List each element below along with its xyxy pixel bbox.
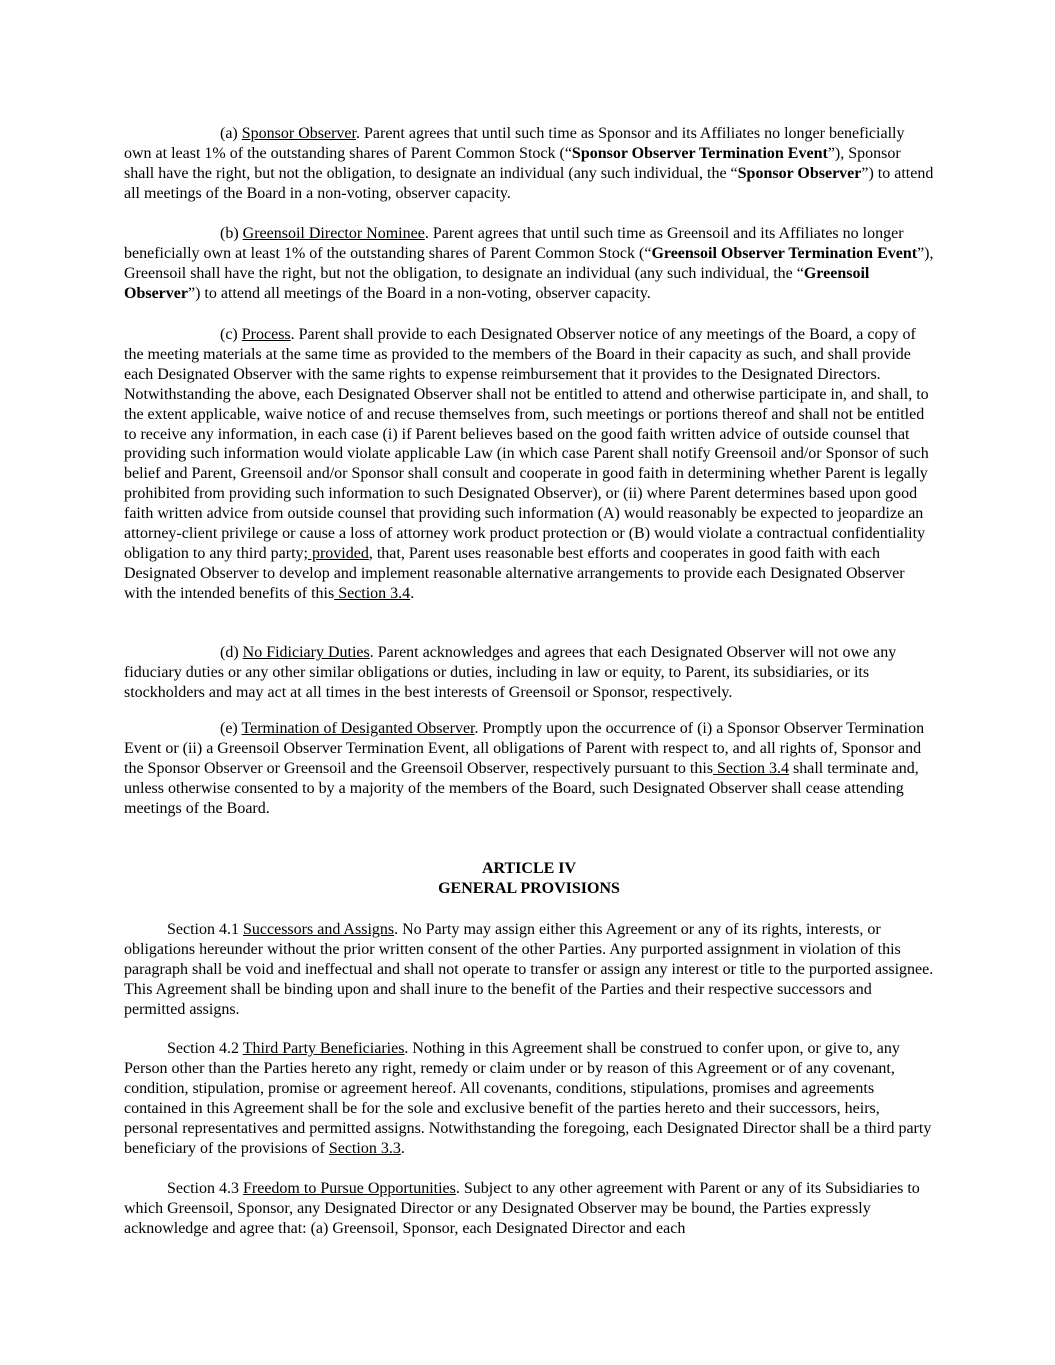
- paragraph-text: , that, Parent uses reasonable best efforts and cooperates in good faith with each Designated Observer to develop and implement reasonable alternative arrangements to provide each Designated Observer with the intended benefits of this: [124, 544, 905, 602]
- paragraph-text: . Promptly upon the occurrence of (i) a Sponsor Observer Termination Event or (ii) a Greensoil Observer Termination Event, all obligations of Parent with respect to, and all rights of, Sponsor and the Sponsor Observer or Greensoil and the Greensoil Observer, respectively pursuant to this: [124, 720, 925, 777]
- paragraph-text: . Parent acknowledges and agrees that each Designated Observer will not owe any fiduciary duties or any other similar obligations or duties, including in law or equity, to Parent, its subsidiaries, or its stockholders and may act at all times in the best interests of Greensoil or Sponsor, respectively.: [124, 644, 897, 701]
- paragraph-text: ”) to attend all meetings of the Board in a non-voting, observer capacity.: [187, 284, 651, 302]
- section-label: Section 4.3: [167, 1180, 243, 1197]
- heading-successors-and-assigns: Successors and Assigns: [243, 921, 395, 938]
- paragraph-text: ”), Sponsor shall have the right, but not the obligation, to designate an individual (any such individual, the “: [124, 144, 901, 182]
- defined-term: Greensoil Observer Termination Event: [651, 244, 918, 262]
- paragraph-termination-of-observer: [124, 719, 934, 819]
- defined-term: Greensoil Observer: [124, 264, 870, 302]
- heading-no-fiduciary-duties: No Fidiciary Duties: [242, 644, 370, 661]
- paragraph-sponsor-observer: [124, 124, 934, 204]
- paragraph-successors-and-assigns: [124, 920, 934, 1020]
- subsection-label: (a): [220, 125, 242, 142]
- subsection-label: (c): [220, 326, 242, 343]
- section-reference: Section 3.4: [712, 759, 789, 777]
- paragraph-text: ”) to attend all meetings of the Board in a non-voting, observer capacity.: [124, 164, 934, 202]
- paragraph-text: . Parent shall provide to each Designated Observer notice of any meetings of the Board, a copy of the meeting materials at the same time as provided to the members of the Board in their capacity as such, and shall provide each Designated Observer with the same rights to expense reimbursement that it provides to the Designated Directors. Notwithstanding the above, each Designated Observer shall not be entitled to attend and otherwise participate in, and shall, to the extent applicable, waive notice of and recuse themselves from, such meetings or portions thereof and shall not be entitled to receive any information, in each case (i) if Parent believes based on the good faith written advice of outside counsel that providing such information would violate applicable Law (in which case Parent shall notify Greensoil and/or Sponsor of such belief and Parent, Greensoil and/or Sponsor shall consult and cooperate in good faith in determining whether Parent is legally prohibited from providing such information to such Designated Observer), or (ii) where Parent determines based upon good faith written advice from outside counsel that providing such information (A) would reasonably be expected to jeopardize an attorney-client privilege or cause a loss of attorney work product protection or (B) would violate a contractual confidentiality obligation to any third party;: [124, 326, 929, 562]
- subsection-label: (d): [220, 644, 243, 661]
- heading-freedom-to-pursue: Freedom to Pursue Opportunities: [243, 1180, 456, 1197]
- provided-term: provided: [307, 544, 369, 562]
- heading-sponsor-observer: Sponsor Observer: [241, 125, 356, 142]
- paragraph-text: . No Party may assign either this Agreement or any of its rights, interests, or obligations hereunder without the prior written consent of the other Parties. Any purported assignment in violation of this paragraph shall be void and ineffectual and shall not operate to transfer or assign any interest or title to the purported assignee. This Agreement shall be binding upon and shall inure to the benefit of the Parties and their respective successors and permitted assigns.: [124, 921, 934, 1018]
- heading-third-party-beneficiaries: Third Party Beneficiaries: [242, 1040, 405, 1057]
- article-title: GENERAL PROVISIONS: [438, 880, 620, 897]
- paragraph-text: . Parent agrees that until such time as Sponsor and its Affiliates no longer beneficially own at least 1% of the outstanding shares of Parent Common Stock (“: [124, 125, 905, 162]
- section-reference: Section 3.4: [334, 584, 411, 602]
- subsection-label: (e): [220, 720, 242, 737]
- paragraph-freedom-to-pursue: [124, 1179, 934, 1239]
- defined-term: Sponsor Observer: [737, 164, 862, 182]
- paragraph-text: . Parent agrees that until such time as Greensoil and its Affiliates no longer beneficially own at least 1% of the outstanding shares of Parent Common Stock (“: [124, 225, 904, 262]
- paragraph-text: .: [410, 584, 415, 602]
- section-label: Section 4.1: [167, 921, 243, 938]
- defined-term: Sponsor Observer Termination Event: [571, 144, 828, 162]
- subsection-label: (b): [220, 225, 243, 242]
- paragraph-text: . Nothing in this Agreement shall be construed to confer upon, or give to, any Person other than the Parties hereto any right, remedy or claim under or by reason of this Agreement or of any covenant, condition, stipulation, promise or agreement hereof. All covenants, conditions, stipulations, promises and agreements contained in this Agreement shall be for the sole and exclusive benefit of the parties hereto and their successors, heirs, personal representatives and permitted assigns. Notwithstanding the foregoing, each Designated Director shall be a third party beneficiary of the provisions of: [124, 1040, 932, 1157]
- paragraph-process: [124, 325, 934, 604]
- paragraph-no-fiduciary-duties: [124, 643, 934, 703]
- section-label: Section 4.2: [167, 1040, 243, 1057]
- heading-process: Process: [241, 326, 291, 343]
- paragraph-text: shall terminate and, unless otherwise consented to by a majority of the members of the Board, such Designated Observer shall cease attending meetings of the Board.: [124, 759, 919, 817]
- paragraph-text: .: [400, 1139, 405, 1157]
- paragraph-text: ”), Greensoil shall have the right, but not the obligation, to designate an individual (any such individual, the “: [124, 244, 934, 282]
- heading-termination-of-observer: Termination of Desiganted Observer: [241, 720, 475, 737]
- paragraph-text: . Subject to any other agreement with Parent or any of its Subsidiaries to which Greensoil, Sponsor, any Designated Director or any Designated Observer may be bound, the Parties expressly acknowledge and agree that: (a) Greensoil, Sponsor, each Designated Director and each: [124, 1180, 920, 1237]
- section-reference: Section 3.3: [328, 1139, 401, 1157]
- article-number: ARTICLE IV: [481, 860, 577, 877]
- paragraph-greensoil-director-nominee: [124, 224, 934, 304]
- heading-greensoil-director-nominee: Greensoil Director Nominee: [242, 225, 425, 242]
- paragraph-third-party-beneficiaries: [124, 1039, 934, 1158]
